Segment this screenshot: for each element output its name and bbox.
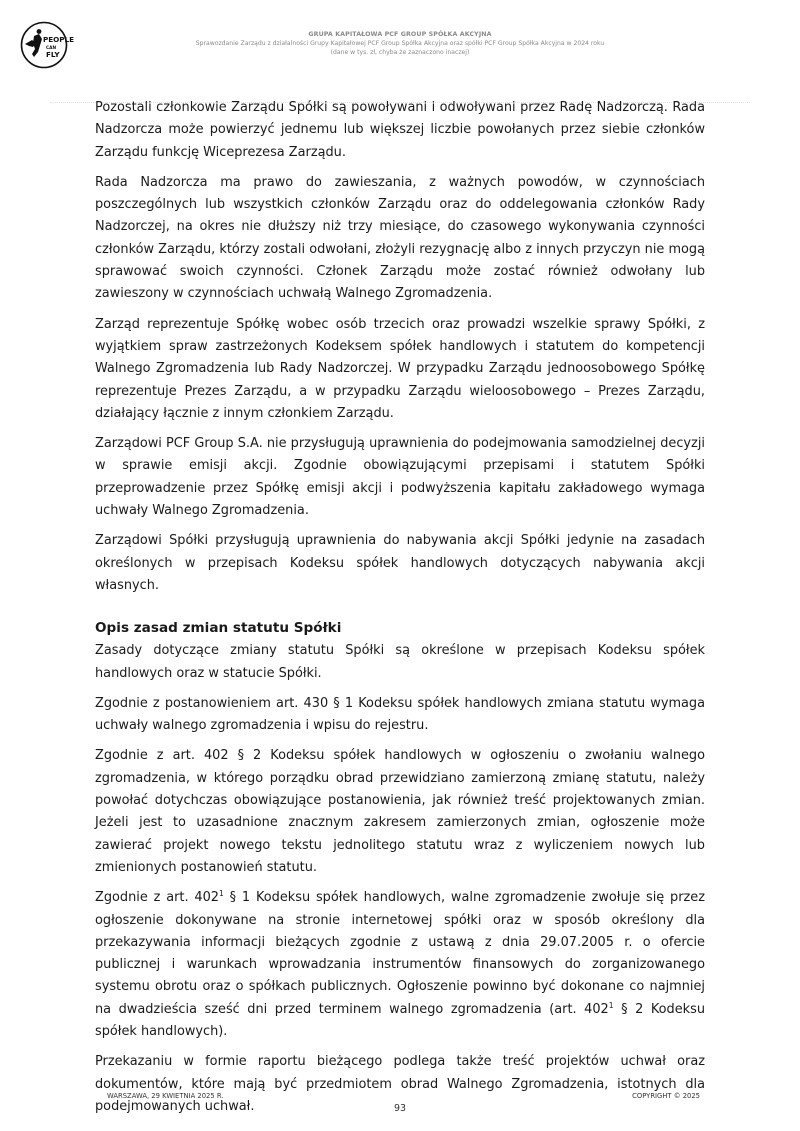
header-subtitle: Sprawozdanie Zarządu z działalności Grupy Kapitałowej PCF Group Spółka Akcyjna oraz spółki PCF Group Spółka Akcyjna w 2024 roku xyxy=(195,40,605,47)
paragraph: Zarządowi PCF Group S.A. nie przysługują uprawnienia do podejmowania samodzielnej decyzji w sprawie emisji akcji. Zgodnie obowiązującymi przepisami i statutem Spółki przeprowadzenie przez Spółkę emisji akcji i podwyższenia kapitału zakładowego wymaga uchwały Walnego Zgromadzenia. xyxy=(95,436,705,519)
header-company: GRUPA KAPITAŁOWA PCF GROUP SPÓŁKA AKCYJNA xyxy=(308,31,492,38)
paragraph: Zgodnie z postanowieniem art. 430 § 1 Kodeksu spółek handlowych zmiana statutu wymaga uchwały walnego zgromadzenia i wpisu do rejestru. xyxy=(95,695,705,734)
section-heading: Opis zasad zmian statutu Spółki xyxy=(95,620,342,637)
page-number: 93 xyxy=(393,1103,407,1114)
company-logo xyxy=(20,21,75,69)
paragraph: Zarządowi Spółki przysługują uprawnienia do nabywania akcji Spółki jedynie na zasadach określonych w przepisach Kodeksu spółek handlowych dotyczących nabywania akcji własnych. xyxy=(95,533,705,593)
text-segment: § 2 Kodeksu spółek handlowych). xyxy=(95,1001,705,1039)
text-segment: § 1 Kodeksu spółek handlowych, walne zgromadzenie zwołuje się przez ogłoszenie dokonywane na stronie internetowej spółki oraz w sposób określony dla przekazywania informacji bieżących zgodnie z ustawą z dnia 29.07.2005 r. o ofercie publicznej i warunkach wprowadzania instrumentów finansowych do zorganizowanego systemu obrotu oraz o spółkach publicznych. Ogłoszenie powinno być dokonane co najmniej na dwadzieścia sześć dni przed terminem walnego zgromadzenia (art. 402 xyxy=(95,890,705,1017)
document-header xyxy=(110,30,690,57)
footer-date: WARSZAWA, 29 KWIETNIA 2025 R. xyxy=(107,1092,224,1100)
paragraph: Przekazaniu w formie raportu bieżącego podlega także treść projektów uchwał oraz dokumentów, które mają być przedmiotem obrad Walnego Zgromadzenia, istotnych dla podejmowanych uchwał. xyxy=(95,1054,705,1114)
superscript: 1 xyxy=(219,889,224,899)
paragraph: Pozostali członkowie Zarządu Spółki są powoływani i odwoływani przez Radę Nadzorczą. Rada Nadzorcza może powierzyć jednemu lub większej liczbie powołanych przez siebie członków Zarządu funkcję Wiceprezesa Zarządu. xyxy=(95,100,705,160)
superscript: 1 xyxy=(608,1000,614,1010)
paragraph: Rada Nadzorcza ma prawo do zawieszania, z ważnych powodów, w czynnościach poszczególnych lub wszystkich członków Zarządu oraz do oddelegowania członków Rady Nadzorczej, na okres nie dłuższy niż trzy miesiące, do czasowego wykonywania czynności członków Zarządu, którzy zostali odwołani, złożyli rezygnację albo z innych przyczyn nie mogą sprawować swoich czynności. Członek Zarządu może zostać również odwołany lub zawieszony w czynnościach uchwałą Walnego Zgromadzenia. xyxy=(95,174,705,302)
paragraph-art-402-1 xyxy=(95,887,705,1043)
paragraph: Zasady dotyczące zmiany statutu Spółki są określone w przepisach Kodeksu spółek handlowych oraz w statucie Spółki. xyxy=(95,643,705,681)
footer-copyright: COPYRIGHT © 2025 xyxy=(632,1092,700,1100)
paragraph: Zarząd reprezentuje Spółkę wobec osób trzecich oraz prowadzi wszelkie sprawy Spółki, z wyjątkiem spraw zastrzeżonych Kodeksem spółek handlowych i statutem do kompetencji Walnego Zgromadzenia lub Rady Nadzorczej. W przypadku Zarządu jednoosobowego Spółkę reprezentuje Prezes Zarządu, a w przypadku Zarządu wieloosobowego – Prezes Zarządu, działający łącznie z innym członkiem Zarządu. xyxy=(95,316,705,421)
paragraph: Zgodnie z art. 402 § 2 Kodeksu spółek handlowych w ogłoszeniu o zwołaniu walnego zgromadzenia, w którego porządku obrad przewidziano zamierzoną zmianę statutu, należy powołać dotychczas obowiązujące postanowienia, jak również treść projektowanych zmian. Jeżeli jest to uzasadnione znacznym zakresem zamierzonych zmian, ogłoszenie może zawierać projekt nowego tekstu jednolitego statutu wraz z wyliczeniem nowych lub zmienionych postanowień statutu. xyxy=(95,748,705,875)
header-units-note: (dane w tys. zł, chyba że zaznaczono inaczej) xyxy=(330,49,470,56)
document-body xyxy=(95,97,705,1126)
text-segment: Zgodnie z art. 402 xyxy=(95,890,220,906)
logo-text-people: PEOPLE xyxy=(43,35,75,44)
logo-text-can: CAN xyxy=(46,46,57,51)
logo-text-fly: FLY xyxy=(46,50,60,59)
